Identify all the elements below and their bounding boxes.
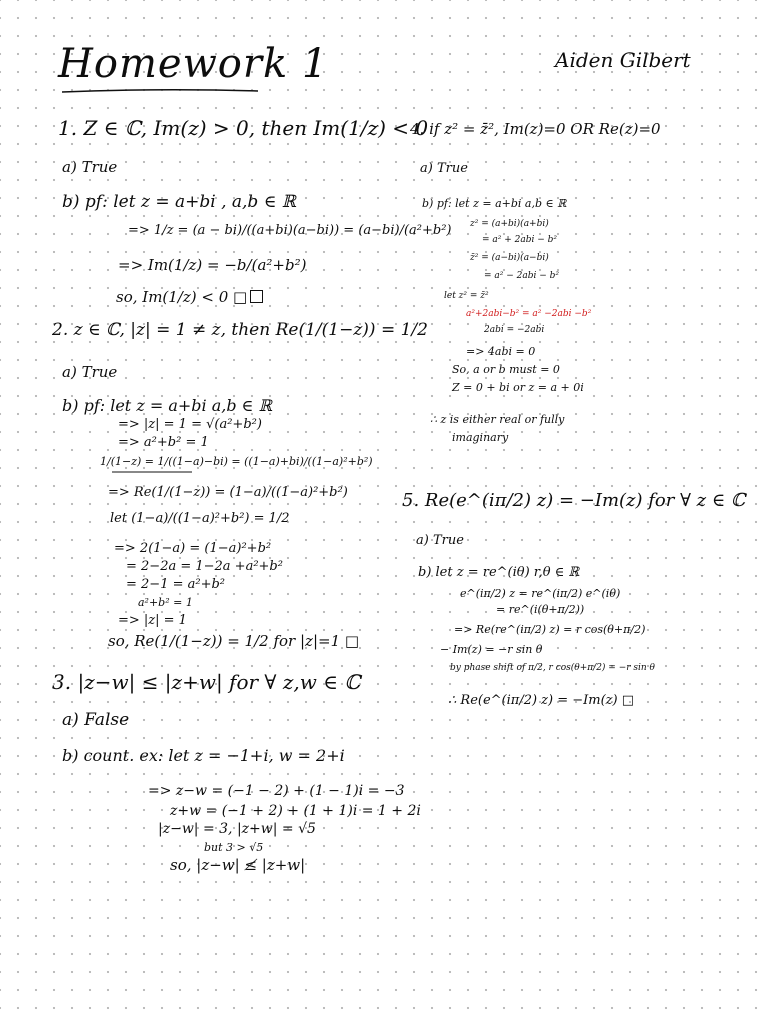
fraction-bar-stroke (112, 470, 192, 474)
title-underline-stroke (60, 86, 260, 96)
problem-5-answer: a) True (416, 533, 464, 548)
problem-1-statement: 1. Z ∈ ℂ, Im(z) > 0, then Im(1/z) < 0 (58, 116, 429, 140)
problem-1-proof-line: b) pf: let z = a+bi , a,b ∈ ℝ (62, 192, 296, 212)
problem-1-proof-line: => Im(1/z) = −b/(a²+b²) (118, 256, 307, 274)
problem-2-proof-line: b) pf: let z = a+bi a,b ∈ ℝ (62, 396, 272, 415)
problem-4-proof-line: 2abi = −2abi (484, 325, 545, 335)
problem-2-proof-line: => a²+b² = 1 (118, 435, 209, 450)
problem-2-proof-line: => Re(1/(1−z)) = (1−a)/((1−a)²+b²) (108, 485, 348, 500)
problem-4-proof-line: So, a or b must = 0 (452, 363, 560, 376)
problem-2-answer: a) True (62, 363, 118, 381)
problem-4-proof-line: Z = 0 + bi or z = a + 0i (452, 381, 584, 394)
problem-4-proof-line: b) pf: let z = a+bi a,b ∈ ℝ (422, 197, 567, 210)
problem-5-proof-line: e^(iπ/2) z = re^(iπ/2) e^(iθ) (460, 587, 621, 600)
problem-5-statement: 5. Re(e^(iπ/2) z) = −Im(z) for ∀ z ∈ ℂ (402, 490, 746, 511)
problem-2-proof-line: = 2−2a = 1−2a +a²+b² (126, 559, 283, 574)
problem-1-answer: a) True (62, 158, 118, 176)
problem-2-proof-line: so, Re(1/(1−z)) = 1/2 for |z|=1 □ (108, 632, 360, 650)
problem-5-proof-line: ∴ Re(e^(iπ/2) z) = −Im(z) □ (448, 693, 635, 708)
problem-2-proof-line: = 2−1 = a²+b² (126, 577, 226, 592)
problem-4-statement: 4. if z² = z̄², Im(z)=0 OR Re(z)=0 (410, 120, 661, 138)
problem-5-proof-line: => Re(re^(iπ/2) z) = r cos(θ+π/2) (454, 623, 646, 636)
problem-4-conclusion: ∴ z is either real or fully (430, 413, 565, 426)
problem-5-proof-line: = re^(i(θ+π/2)) (496, 603, 585, 616)
problem-4-answer: a) True (420, 161, 468, 176)
page-title: Homework 1 (58, 41, 329, 87)
problem-3-proof-line: so, |z−w| ≰ |z+w| (170, 856, 306, 874)
problem-5-proof-line: by phase shift of π/2, r cos(θ+π/2) = −r sin θ (450, 663, 655, 673)
problem-2-proof-line: => 2(1−a) = (1−a)²+b² (114, 541, 272, 556)
problem-2-statement: 2. z ∈ ℂ, |z| = 1 ≠ z, then Re(1/(1−z)) = 1/2 (52, 320, 428, 340)
problem-2-proof-line: 1/(1−z) = 1/((1−a)−bi) = ((1−a)+bi)/((1−a)²+b²) (100, 455, 373, 468)
problem-2-proof-line: a²+b² = 1 (138, 596, 193, 609)
problem-2-proof-line: => |z| = 1 = √(a²+b²) (118, 417, 262, 432)
problem-5-proof-line: − Im(z) = −r sin θ (440, 643, 543, 656)
problem-1-proof-line: so, Im(1/z) < 0 □ (116, 290, 263, 305)
problem-4-proof-line: z̄² = (a−bi)(a−bi) (470, 253, 549, 263)
problem-3-statement: 3. |z−w| ≤ |z+w| for ∀ z,w ∈ ℂ (52, 670, 361, 694)
problem-4-proof-line: = a² + 2abi − b² (482, 235, 558, 245)
problem-4-proof-line: let z² = z̄² (444, 291, 489, 301)
problem-3-proof-line: z+w = (−1 + 2) + (1 + 1)i = 1 + 2i (170, 803, 421, 819)
problem-3-answer: a) False (62, 710, 130, 730)
problem-3-proof-line: but 3 > √5 (204, 841, 264, 854)
problem-3-proof-line: => z−w = (−1 − 2) + (1 − 1)i = −3 (148, 783, 405, 799)
problem-3-proof-line: b) count. ex: let z = −1+i, w = 2+i (62, 746, 345, 765)
problem-5-proof-line: b) let z = re^(iθ) r,θ ∈ ℝ (418, 565, 580, 580)
problem-1-proof-line: => 1/z = (a − bi)/((a+bi)(a−bi)) = (a−bi)/(a²+b²) (128, 223, 452, 238)
problem-4-proof-line: z² = (a+bi)(a+bi) (470, 219, 549, 229)
problem-4-proof-line: a²+2abi−b² = a² −2abi −b² (466, 309, 592, 319)
problem-2-proof-line: let (1−a)/((1−a)²+b²) = 1/2 (110, 511, 290, 526)
author-signature: Aiden Gilbert (555, 48, 691, 72)
problem-4-conclusion: imaginary (452, 431, 509, 444)
problem-3-proof-line: |z−w| = 3, |z+w| = √5 (158, 821, 316, 837)
problem-4-proof-line: = a² − 2abi − b² (484, 271, 560, 281)
problem-2-proof-line: => |z| = 1 (118, 613, 187, 628)
problem-4-proof-line: => 4abi = 0 (466, 345, 536, 358)
qed-box-icon (250, 290, 263, 303)
